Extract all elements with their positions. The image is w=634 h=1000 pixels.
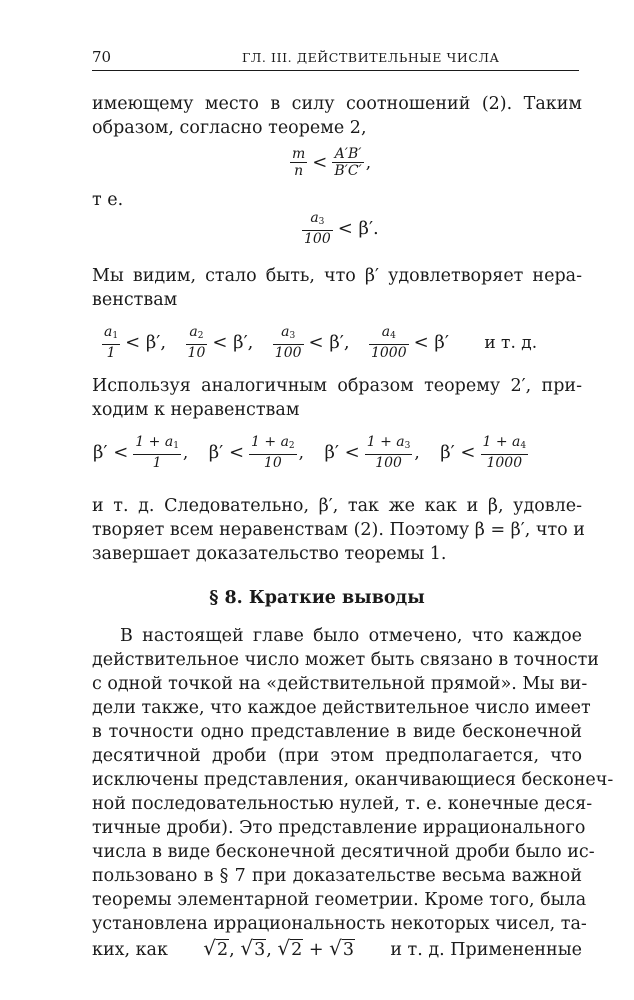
- page-number: 70: [92, 48, 112, 66]
- text-line: завершает доказательство теоремы 1.: [92, 544, 447, 564]
- text-line: Используя аналогичным образом теорему 2′, при-: [92, 376, 582, 396]
- radical-group: √2, √3, √2 + √3: [203, 936, 354, 960]
- text-span: ких, как: [92, 940, 168, 960]
- fraction: $\frac{1 + a_1}{1}$: [135, 434, 179, 471]
- fraction: $\frac{1 + a_3}{100}$: [366, 434, 411, 471]
- radicand: 2: [217, 940, 229, 960]
- text-line: тичные дроби). Это представление иррационального: [92, 818, 586, 838]
- denominator: B′C′: [334, 163, 362, 179]
- inequality-rest: < β′,: [308, 332, 350, 353]
- fraction: $\frac{1 + a_2}{10}$: [251, 434, 295, 471]
- fraction: [332, 146, 363, 179]
- denominator: n: [294, 163, 304, 179]
- formula-a3: [300, 210, 382, 247]
- text-line: и т. д. Следовательно, β′, так же как и β, удовле-: [92, 496, 582, 516]
- formula-m-over-n: [288, 146, 383, 179]
- section-heading: § 8. Краткие выводы: [209, 588, 425, 608]
- numerator: m: [292, 146, 306, 162]
- text-line: венствам: [92, 290, 178, 310]
- fraction: $\frac{a_1}{1}$: [104, 324, 119, 361]
- inequality-rest: < β′,: [125, 332, 167, 353]
- text-line: в точности одно представление в виде бесконечной: [92, 722, 582, 742]
- fraction: [302, 210, 333, 247]
- text-line: установлена иррациональность некоторых чисел, та-: [92, 914, 587, 934]
- inequality-rest: < β′,: [212, 332, 254, 353]
- numerator: $a_3$: [302, 210, 333, 231]
- text-span: и т. д. Примененные: [390, 940, 582, 960]
- running-header: [92, 48, 579, 71]
- text-line: теоремы элементарной геометрии. Кроме того, была: [92, 890, 587, 910]
- formula-upper-bounds: β′ < $\frac{1 + a_1}{1}$ , β′ < $\frac{1 + a_2}{10}$ , β′ < $\frac{1 + a_3}{100}$ , β′ < $\frac{1 + a_4}{1000}$: [93, 434, 527, 471]
- text-line: с одной точкой на «действительной прямой». Мы ви-: [92, 674, 588, 694]
- text-line: пользовано в § 7 при доказательстве весьма важной: [92, 866, 582, 886]
- text-line: действительное число может быть связано в точности: [92, 650, 599, 670]
- inequality-rest: < β′.: [337, 218, 379, 239]
- text-line: образом, согласно теореме 2,: [92, 118, 367, 138]
- fraction: $\frac{a_2}{10}$: [187, 324, 206, 361]
- text-line: дели также, что каждое действительное число имеет: [92, 698, 591, 718]
- comma: ,: [365, 152, 372, 173]
- formula-inequalities-beta: [100, 324, 549, 361]
- text-line: В настоящей главе было отмечено, что каждое: [120, 626, 582, 646]
- less-than: <: [312, 152, 328, 173]
- chapter-title: ГЛ. III. ДЕЙСТВИТЕЛЬНЫЕ ЧИСЛА: [242, 50, 500, 65]
- denominator: 100: [304, 231, 331, 247]
- text-line: ходим к неравенствам: [92, 400, 300, 420]
- text-line: ной последовательностью нулей, т. е. конечные деся-: [92, 794, 593, 814]
- etc-text: и т. д.: [484, 332, 538, 353]
- numerator: A′B′: [332, 146, 363, 163]
- text-line: числа в виде бесконечной десятичной дроби было ис-: [92, 842, 595, 862]
- text-line: творяет всем неравенствам (2). Поэтому β = β′, что и: [92, 520, 585, 540]
- fraction: $\frac{a_4}{1000}$: [370, 324, 407, 361]
- plus-sign: +: [308, 940, 324, 960]
- inequality-rest: < β′: [413, 332, 449, 353]
- text-line-radicals: [92, 936, 582, 962]
- fraction: $\frac{1 + a_4}{1000}$: [482, 434, 527, 471]
- fraction: $\frac{a_3}{100}$: [274, 324, 302, 361]
- text-line: исключены представления, оканчивающиеся бесконеч-: [92, 770, 614, 790]
- text-line: Мы видим, стало быть, что β′ удовлетворяет нера-: [92, 266, 582, 286]
- radicand: 3: [254, 940, 266, 960]
- text-line: т е.: [92, 190, 124, 210]
- radicand: 3: [342, 940, 354, 960]
- text-line: десятичной дроби (при этом предполагается, что: [92, 746, 582, 766]
- text-line: имеющему место в силу соотношений (2). Таким: [92, 94, 582, 114]
- radicand: 2: [291, 940, 303, 960]
- fraction: [290, 146, 307, 179]
